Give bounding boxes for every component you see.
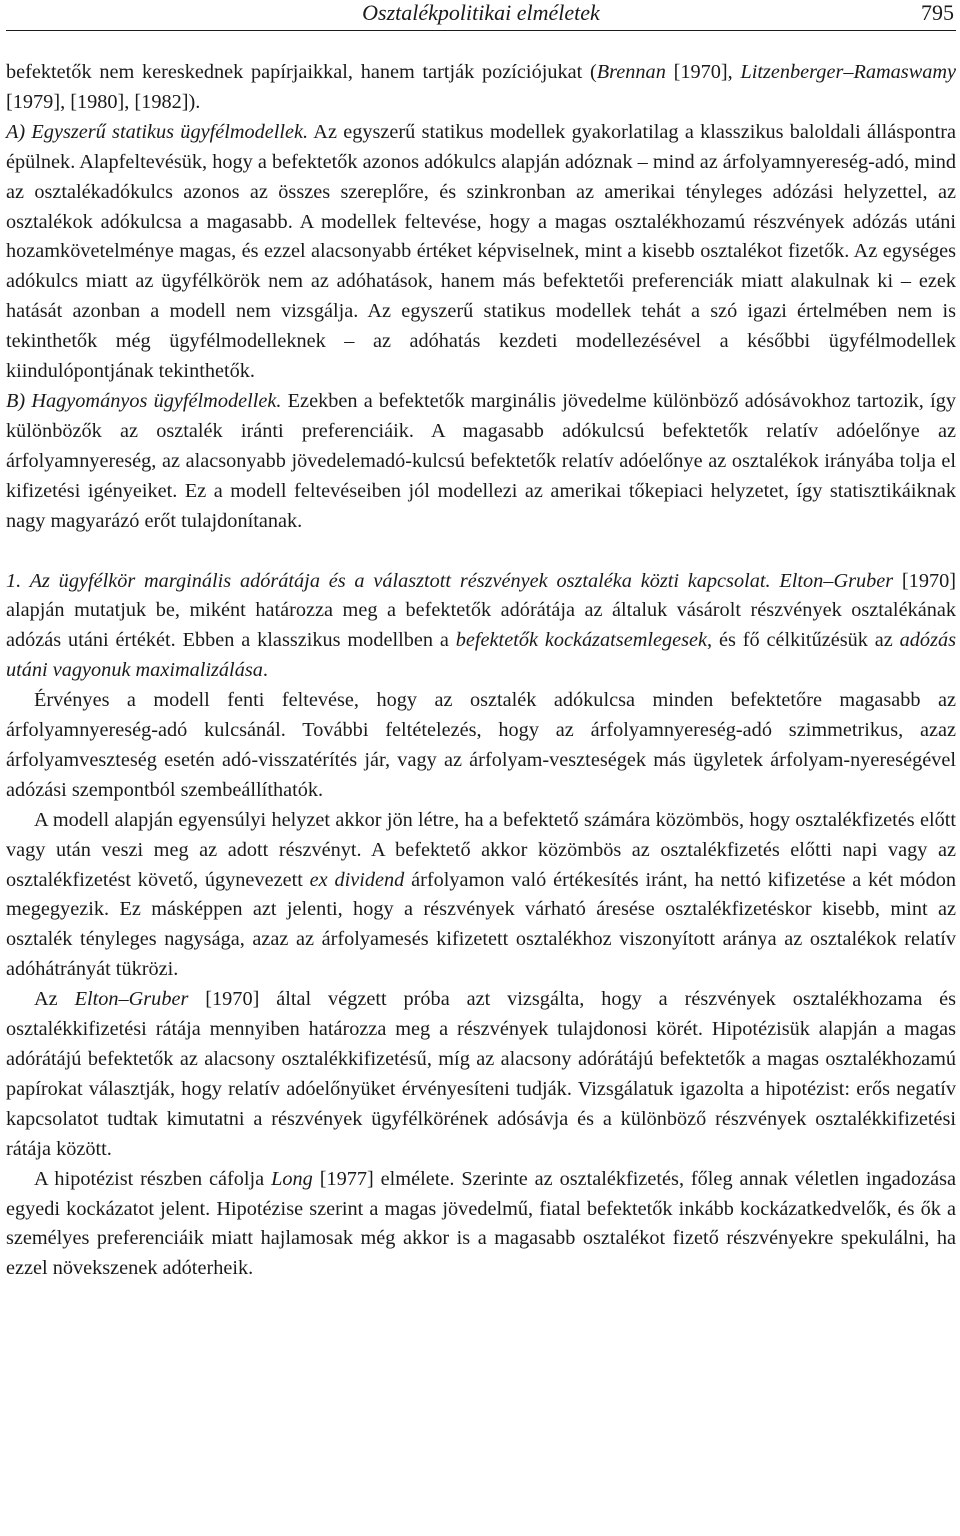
paragraph	[6, 58, 956, 118]
text-run: Ezekben a befektetők marginális jövedelme különböző adósávokhoz tartozik, így különbözők az osztalék iránti preferenciáik. A magasabb adókulcsú befektetők relatív adóelőnye az árfolyamnyereség, az alacsonyabb jövedelemadó-kulcsú befektetők relatív adóelőnye az osztalékok irányába tolja el kifizetési igényeiket. Ez a modell feltevéseiben jól modellezi az amerikai tőkepiaci helyzetet, így statisztikáiknak nagy magyarázó erőt tulajdonítanak.	[6, 389, 956, 532]
italic-text: befektetők kockázatsemlegesek	[455, 629, 708, 652]
text-run: .	[262, 659, 268, 682]
text-run: Érvényes a modell fenti feltevése, hogy az osztalék adókulcsa minden befektetőre magasabb az árfolyamnyereség-adó kulcsánál. További feltételezés, hogy az árfolyamnyereség-adó szimmetrikus, azaz árfolyamveszteség esetén adó-visszatérítés jár, vagy az árfolyam-veszteségek más ügyletek árfolyam-nyereségével adózási szempontból szembeállíthatók.	[6, 689, 956, 801]
italic-text: ex dividend	[309, 868, 405, 891]
text-run: [1977] elmélete. Szerinte az osztalékfizetés, főleg annak véletlen ingadozása egyedi kockázatot jelent. Hipotézise szerint a magas jövedelmű, fiatal befektetők inkább kockázatkedvelők, és ők a személyes preferenciáik miatt hajlamosak még akkor is a magasabb osztalékot fizető részvényekre spekulálni, ha ezzel növekszenek adóterheik.	[6, 1167, 956, 1280]
paragraph	[6, 686, 956, 806]
text-run: befektetők nem kereskednek papírjaikkal, hanem tartják pozíciójukat (	[6, 61, 597, 83]
italic-text: B) Hagyományos ügyfélmodellek.	[6, 389, 282, 412]
text-run: árfolyamon való értékesítés iránt, ha nettó kifizetése a két módon megegyezik. Ez másképpen azt jelenti, hogy a részvények várható áresése osztalékfizetéskor kisebb, mint az osztalék tényleges nagysága, azaz az árfolyamesés kifizetett osztalékhoz viszonyított aránya az osztalékok relatív adóhátrányát tükrözi.	[6, 868, 956, 981]
italic-text: Litzenberger–Ramaswamy	[740, 61, 957, 83]
text-run: A modell alapján egyensúlyi helyzet akkor jön létre, ha a befektető számára közömbös, hogy osztalékfizetés előtt vagy után veszi meg az adott részvényt. A befektető akkor közömbös az osztalékfizetés előtti napi vagy az osztalékfizetést követő, úgynevezett	[6, 808, 956, 891]
text-run: A hipotézist részben cáfolja	[34, 1167, 272, 1190]
paragraph	[6, 1165, 956, 1285]
paragraph	[6, 567, 956, 687]
italic-text: Elton–Gruber	[74, 988, 189, 1011]
text-run: , és fő célkitűzésük az	[707, 629, 900, 652]
paragraph	[6, 806, 956, 985]
document-page	[6, 0, 957, 1280]
paragraph	[6, 387, 956, 537]
paragraph	[6, 985, 956, 1164]
header-rule	[6, 30, 956, 31]
italic-text: Elton–Gruber	[779, 569, 894, 592]
text-run: Az	[34, 988, 75, 1011]
text-run: [1979], [1980], [1982]).	[6, 90, 201, 113]
text-run: [1970],	[665, 61, 741, 83]
text-run: [1970] által végzett próba azt vizsgálta, hogy a részvények osztalékhozama és osztalékkifizetési rátája mennyiben határozza meg a részvények tulajdonosi körét. Hipotézisük alapján a magas adórátájú befektetők az alacsony osztalékkifizetésű, míg az alacsony adórátájú befektetők a magas osztalékhozamú papírokat választják, hogy relatív adóelőnyüket érvényesíteni tudják. Vizsgálatuk igazolta a hipotézist: erős negatív kapcsolatot tudtak kimutatni a részvények ügyfélkörének adósávja és a különböző részvények osztalékkifizetési rátája között.	[6, 988, 957, 1160]
italic-text: A) Egyszerű statikus ügyfélmodellek.	[6, 120, 309, 143]
italic-text: adózás utáni vagyonuk maximalizálása	[6, 629, 956, 682]
body-text	[6, 58, 956, 1284]
running-head	[6, 0, 956, 28]
italic-text: Long	[271, 1167, 313, 1190]
italic-text: 1. Az ügyfélkör marginális adórátája és a választott részvények osztaléka közti kapcsolat.	[6, 569, 771, 592]
running-title: Osztalékpolitikai elméletek	[362, 0, 600, 25]
paragraph	[6, 118, 956, 387]
text-run: Az egyszerű statikus modellek gyakorlatilag a klasszikus baloldali álláspontra épülnek. Alapfeltevésük, hogy a befektetők azonos adókulcs alapján adóznak – mind az árfolyamnyereség-adó, mind az osztalékadókulcs azonos az összes szereplőre, és szinkronban az amerikai tényleges adózási helyzettel, az osztalékok adókulcsa a magasabb. A modellek feltevése, hogy a magas osztalékhozamú részvények adózás utáni hozamkövetelménye magas, és ezzel alacsonyabb értéket képviselnek, mint a kisebb osztalékot fizetők. Az egységes adókulcs miatt az ügyfélkörök nem az adóhatások, hanem más befektetői preferenciák miatt alakulnak ki – ezek hatását azonban a modell nem vizsgálja. Az egyszerű statikus modellek tehát a szó igazi értelmében nem is tekinthetők még ügyfélmodelleknek – az adóhatás kezdeti modellezésével a későbbi ügyfélmodellek kiindulópontjának tekinthetők.	[6, 120, 957, 383]
page-number: 795	[921, 0, 954, 25]
italic-text: Brennan	[596, 61, 666, 83]
text-run: [1970] alapján mutatjuk be, miként határozza meg a befektetők adórátája az általuk vásárolt részvények osztalékának adózás utáni értékét. Ebben a klasszikus modellben a	[6, 569, 956, 652]
